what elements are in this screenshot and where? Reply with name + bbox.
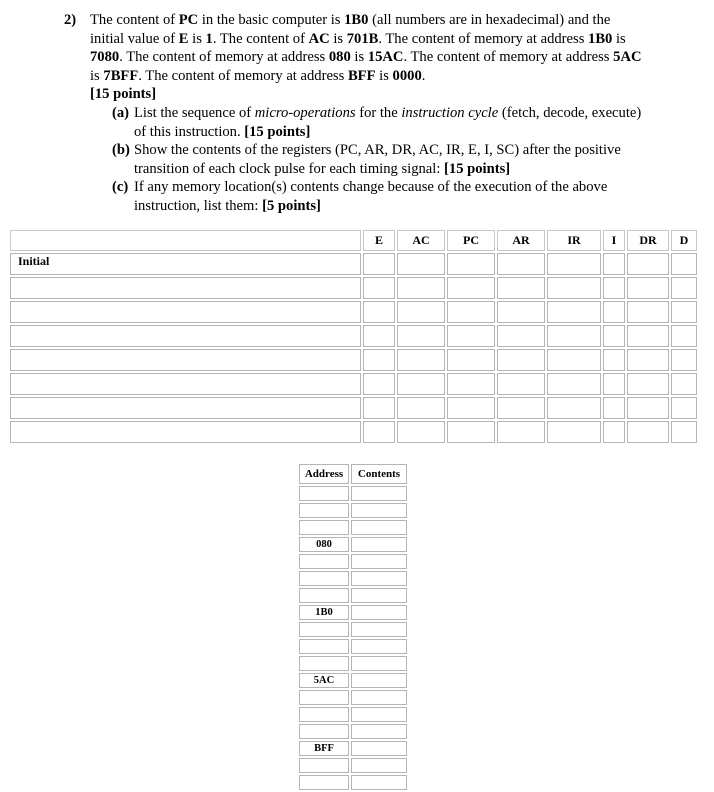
memory-row — [299, 588, 407, 603]
memory-row — [299, 554, 407, 569]
register-cell — [627, 277, 669, 299]
question-text: The content of PC in the basic computer is 1B0 (all numbers are in hexadecimal) and the initial value of E is 1. The content of AC is 701B. The content of memory at address 1B0 is 7080. The content of memory at address 080 is 15AC. The content of memory at address 5AC is 7BFF. The content of memory at address BFF is 0000. [15 points] — [90, 12, 642, 103]
memory-contents-cell — [351, 605, 407, 620]
register-cell — [497, 397, 545, 419]
register-cell — [627, 397, 669, 419]
register-cell — [447, 421, 495, 443]
memory-row — [299, 673, 407, 688]
register-cell — [627, 373, 669, 395]
memory-contents-cell — [351, 707, 407, 722]
memory-row — [299, 520, 407, 535]
register-cell — [363, 349, 395, 371]
memory-contents-cell — [351, 486, 407, 501]
register-cell — [363, 421, 395, 443]
memory-contents-cell — [351, 741, 407, 756]
register-cell — [671, 253, 697, 275]
register-cell — [363, 325, 395, 347]
memory-row — [299, 724, 407, 739]
register-cell — [397, 397, 445, 419]
register-cell — [497, 373, 545, 395]
subquestion-a: (a) List the sequence of micro-operations for the instruction cycle (fetch, decode, execute) of this instruction. [15 points] — [112, 104, 642, 140]
register-cell — [671, 373, 697, 395]
register-cell — [547, 277, 601, 299]
register-cell — [603, 277, 625, 299]
register-cell — [363, 397, 395, 419]
memory-table — [297, 462, 409, 792]
question-points: [15 points] — [90, 86, 157, 103]
register-cell — [363, 301, 395, 323]
register-cell — [497, 421, 545, 443]
header-ac: AC — [397, 230, 445, 251]
subquestion-c: (c) If any memory location(s) contents change because of the execution of the above instruction, list them: [5 points] — [112, 179, 608, 214]
memory-address-cell — [299, 707, 349, 722]
register-cell — [497, 277, 545, 299]
memory-address-cell — [299, 724, 349, 739]
memory-address-cell — [299, 775, 349, 790]
memory-address-cell — [299, 571, 349, 586]
memory-row — [299, 537, 407, 552]
register-row — [10, 325, 697, 347]
memory-contents-cell — [351, 571, 407, 586]
register-cell — [363, 277, 395, 299]
memory-row — [299, 758, 407, 773]
header-dr: DR — [627, 230, 669, 251]
register-row — [10, 277, 697, 299]
memory-address-cell — [299, 656, 349, 671]
register-cell — [447, 277, 495, 299]
register-cell — [447, 325, 495, 347]
memory-address-cell — [299, 690, 349, 705]
header-contents: Contents — [351, 464, 407, 484]
memory-address-cell — [299, 503, 349, 518]
register-cell — [671, 421, 697, 443]
header-pc: PC — [447, 230, 495, 251]
register-cell — [397, 349, 445, 371]
memory-address-cell — [299, 588, 349, 603]
register-cell — [363, 253, 395, 275]
memory-contents-cell — [351, 537, 407, 552]
memory-contents-cell — [351, 503, 407, 518]
memory-row — [299, 605, 407, 620]
subquestion-b: (b) Show the contents of the registers (PC, AR, DR, AC, IR, E, I, SC) after the positive transition of each clock pulse for each timing signal: [15 points] — [112, 142, 621, 177]
memory-row — [299, 503, 407, 518]
register-header-row — [10, 230, 697, 251]
register-cell — [627, 421, 669, 443]
register-table — [8, 228, 699, 445]
register-cell — [497, 253, 545, 275]
register-cell — [447, 253, 495, 275]
header-i: I — [603, 230, 625, 251]
register-cell — [547, 421, 601, 443]
memory-row — [299, 707, 407, 722]
row-label — [10, 325, 361, 347]
memory-contents-cell — [351, 724, 407, 739]
row-label — [10, 397, 361, 419]
register-row — [10, 397, 697, 419]
memory-row — [299, 656, 407, 671]
memory-contents-cell — [351, 588, 407, 603]
register-cell — [603, 325, 625, 347]
register-cell — [603, 301, 625, 323]
register-cell — [671, 397, 697, 419]
register-cell — [671, 277, 697, 299]
register-cell — [671, 301, 697, 323]
register-cell — [603, 421, 625, 443]
memory-row — [299, 571, 407, 586]
memory-contents-cell — [351, 639, 407, 654]
memory-contents-cell — [351, 622, 407, 637]
memory-contents-cell — [351, 520, 407, 535]
memory-address-cell: 5AC — [299, 673, 349, 688]
register-cell — [547, 397, 601, 419]
memory-contents-cell — [351, 758, 407, 773]
register-cell — [547, 373, 601, 395]
register-cell — [627, 349, 669, 371]
header-blank — [10, 230, 361, 251]
register-cell — [603, 373, 625, 395]
memory-row — [299, 775, 407, 790]
row-label — [10, 349, 361, 371]
header-ar: AR — [497, 230, 545, 251]
register-cell — [603, 349, 625, 371]
memory-address-cell — [299, 758, 349, 773]
row-label — [10, 421, 361, 443]
register-cell — [447, 301, 495, 323]
register-cell — [627, 325, 669, 347]
register-cell — [447, 349, 495, 371]
memory-row — [299, 622, 407, 637]
memory-contents-cell — [351, 673, 407, 688]
register-cell — [497, 301, 545, 323]
memory-address-cell — [299, 622, 349, 637]
register-cell — [627, 301, 669, 323]
register-row — [10, 301, 697, 323]
register-cell — [603, 253, 625, 275]
memory-contents-cell — [351, 690, 407, 705]
register-cell — [497, 325, 545, 347]
memory-contents-cell — [351, 775, 407, 790]
memory-row — [299, 741, 407, 756]
register-cell — [397, 325, 445, 347]
question-block — [64, 11, 644, 216]
memory-address-cell — [299, 554, 349, 569]
memory-row — [299, 486, 407, 501]
memory-address-cell: BFF — [299, 741, 349, 756]
register-cell — [397, 421, 445, 443]
memory-row — [299, 690, 407, 705]
memory-address-cell: 080 — [299, 537, 349, 552]
register-cell — [363, 373, 395, 395]
register-cell — [547, 253, 601, 275]
register-cell — [497, 349, 545, 371]
header-d: D — [671, 230, 697, 251]
row-label — [10, 301, 361, 323]
register-cell — [603, 397, 625, 419]
row-label: Initial — [10, 253, 361, 275]
register-cell — [397, 301, 445, 323]
register-row — [10, 421, 697, 443]
register-cell — [627, 253, 669, 275]
memory-address-cell — [299, 486, 349, 501]
register-cell — [547, 301, 601, 323]
register-cell — [397, 253, 445, 275]
memory-row — [299, 639, 407, 654]
memory-address-cell — [299, 520, 349, 535]
register-cell — [397, 277, 445, 299]
register-row — [10, 373, 697, 395]
memory-contents-cell — [351, 554, 407, 569]
header-e: E — [363, 230, 395, 251]
register-cell — [547, 325, 601, 347]
memory-header-row — [299, 464, 407, 484]
row-label — [10, 373, 361, 395]
header-ir: IR — [547, 230, 601, 251]
question-number: 2) — [64, 12, 77, 28]
register-row — [10, 349, 697, 371]
row-label — [10, 277, 361, 299]
header-address: Address — [299, 464, 349, 484]
register-cell — [671, 349, 697, 371]
memory-address-cell: 1B0 — [299, 605, 349, 620]
register-cell — [397, 373, 445, 395]
register-cell — [671, 325, 697, 347]
register-cell — [447, 373, 495, 395]
memory-contents-cell — [351, 656, 407, 671]
memory-address-cell — [299, 639, 349, 654]
register-cell — [447, 397, 495, 419]
register-row — [10, 253, 697, 275]
register-cell — [547, 349, 601, 371]
